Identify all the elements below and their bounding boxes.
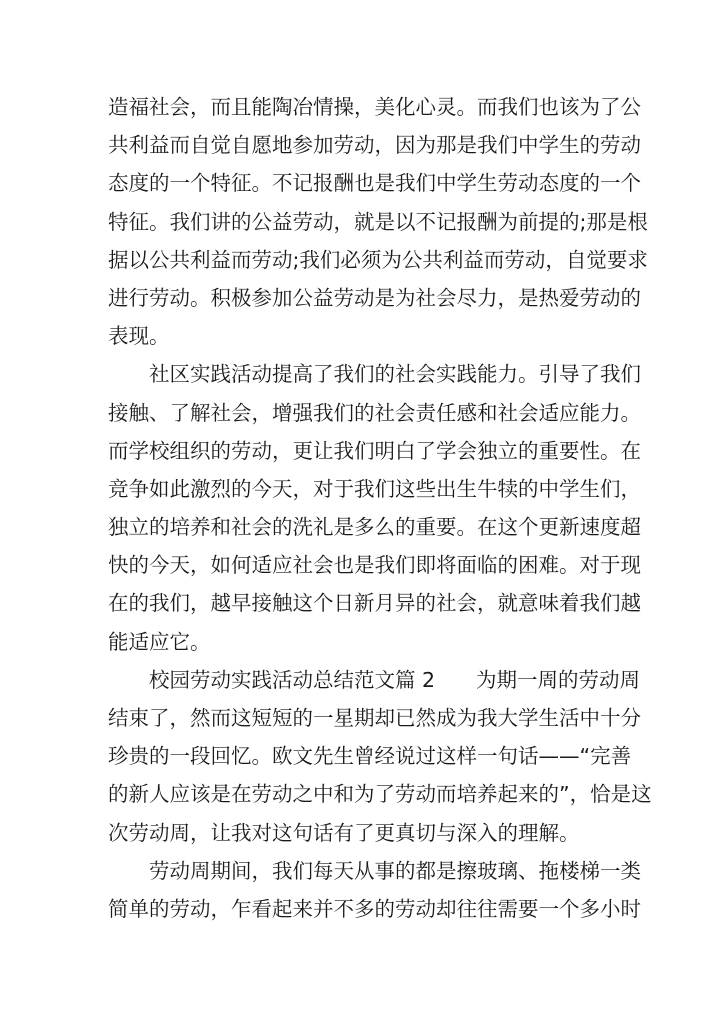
- paragraph-line: 独立的培养和社会的洗礼是多么的重要。在这个更新速度超: [108, 515, 641, 540]
- paragraph-first-line: 劳动周期间，我们每天从事的都是擦玻璃、拖楼梯一类: [149, 858, 641, 883]
- paragraph-line: 特征。我们讲的公益劳动，就是以不记报酬为前提的;那是根: [108, 209, 648, 234]
- paragraph-line: 表现。: [108, 324, 170, 349]
- paragraph-line: 共利益而自觉自愿地参加劳动，因为那是我们中学生的劳动: [108, 133, 641, 158]
- paragraph-line: 在的我们，越早接触这个日新月异的社会，就意味着我们越: [108, 591, 641, 616]
- paragraph-line: 快的今天，如何适应社会也是我们即将面临的困难。对于现: [108, 553, 641, 578]
- paragraph-line: 的新人应该是在劳动之中和为了劳动而培养起来的”，恰是这: [108, 782, 652, 807]
- paragraph-line: 竞争如此激烈的今天，对于我们这些出生牛犊的中学生们，: [108, 476, 641, 501]
- paragraph-first-line: 社区实践活动提高了我们的社会实践能力。引导了我们: [149, 362, 641, 387]
- paragraph-line: 接触、了解社会，增强我们的社会责任感和社会适应能力。: [108, 400, 641, 425]
- paragraph-line: 据以公共利益而劳动;我们必须为公共利益而劳动，自觉要求: [108, 247, 648, 272]
- paragraph-line: 结束了，然而这短短的一星期却已然成为我大学生活中十分: [108, 706, 641, 730]
- paragraph-line: 珍贵的一段回忆。欧文先生曾经说过这样一句话——“完善: [108, 744, 632, 769]
- section-heading-line: 校园劳动实践活动总结范文篇 2 为期一周的劳动周: [149, 667, 641, 692]
- paragraph-line: 次劳动周，让我对这句话有了更真切与深入的理解。: [108, 820, 580, 845]
- paragraph-line: 进行劳动。积极参加公益劳动是为社会尽力，是热爱劳动的: [108, 285, 641, 310]
- paragraph-line: 简单的劳动，乍看起来并不多的劳动却往往需要一个多小时: [108, 896, 641, 921]
- paragraph-line: 造福社会，而且能陶冶情操，美化心灵。而我们也该为了公: [108, 95, 641, 119]
- paragraph-line: 能适应它。: [108, 629, 211, 654]
- paragraph-line: 而学校组织的劳动，更让我们明白了学会独立的重要性。在: [108, 438, 641, 463]
- paragraph-line: 态度的一个特征。不记报酬也是我们中学生劳动态度的一个: [108, 171, 641, 196]
- document-body: [108, 88, 652, 928]
